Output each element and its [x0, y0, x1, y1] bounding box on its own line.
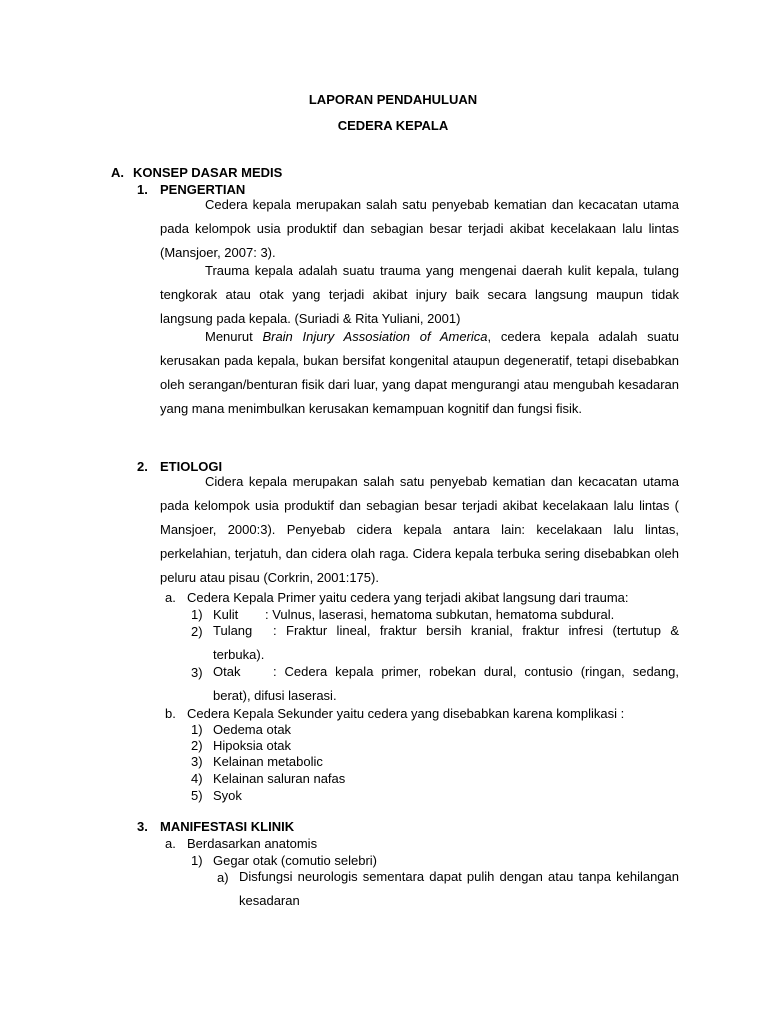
primary-item-3-marker: 3): [191, 665, 203, 680]
section-a-heading: [111, 165, 282, 180]
primary-item-1-marker: 1): [191, 607, 203, 622]
secondary-item-3: Kelainan metabolic: [213, 754, 323, 769]
paragraph-3-rest: , cedera kepala adalah suatu kerusakan pada kepala, bukan bersifat kongenital ataupun degeneratif, tetapi disebabkan oleh serangan/benturan fisik dari luar, yang dapat mengurangi atau mengubah kesadaran yang mana menimbulkan kerusakan kemampuan kognitif dan fungsi fisik.: [160, 329, 679, 416]
paragraph-3-lead: Menurut: [205, 329, 263, 344]
primary-item-1-label: Kulit: [213, 607, 239, 622]
primary-item-3-label: Otak: [213, 664, 241, 679]
secondary-item-1-marker: 1): [191, 722, 203, 737]
primary-item-2-label: Tulang: [213, 623, 253, 638]
section-3-heading: [137, 819, 294, 834]
document-title: LAPORAN PENDAHULUAN: [308, 92, 478, 107]
secondary-item-5-marker: 5): [191, 788, 203, 803]
manifest-item-1-marker: 1): [191, 853, 203, 868]
list-a-marker: a.: [165, 590, 176, 605]
secondary-item-2-marker: 2): [191, 738, 203, 753]
list-a-text: Cedera Kepala Primer yaitu cedera yang terjadi akibat langsung dari trauma:: [187, 590, 629, 605]
manifest-sub-a-text: Disfungsi neurologis sementara dapat pulih dengan atau tanpa kehilangan kesadaran: [239, 869, 679, 908]
section-1-marker: 1.: [137, 182, 148, 197]
secondary-item-5: Syok: [213, 788, 242, 803]
list-b-marker: b.: [165, 706, 176, 721]
section-2-title: ETIOLOGI: [160, 459, 223, 474]
primary-item-2-text: : Fraktur lineal, fraktur bersih kranial, fraktur infresi (tertutup & terbuka).: [213, 623, 679, 662]
secondary-item-4: Kelainan saluran nafas: [213, 771, 346, 786]
manifest-sub-a-marker: a): [217, 870, 229, 885]
primary-item-3: [213, 660, 679, 708]
secondary-item-4-marker: 4): [191, 771, 203, 786]
primary-item-1-text: : Vulnus, laserasi, hematoma subkutan, hematoma subdural.: [265, 607, 615, 622]
primary-item-2-marker: 2): [191, 624, 203, 639]
section-3-title: MANIFESTASI KLINIK: [160, 819, 295, 834]
section-3-marker: 3.: [137, 819, 148, 834]
section-a-title: KONSEP DASAR MEDIS: [133, 165, 283, 180]
secondary-item-1: Oedema otak: [213, 722, 292, 737]
secondary-item-2: Hipoksia otak: [213, 738, 292, 753]
manifest-a-text: Berdasarkan anatomis: [187, 836, 318, 851]
pengertian-paragraph-2: Trauma kepala adalah suatu trauma yang mengenai daerah kulit kepala, tulang tengkorak atau otak yang terjadi akibat injury baik secara langsung maupun tidak langsung pada kepala. (Suriadi & Rita Yuliani, 2001): [160, 263, 679, 326]
etiologi-paragraph: Cidera kepala merupakan salah satu penyebab kematian dan kecacatan utama pada kelompok usia produktif dan sebagian besar terjadi akibat kecelakaan lalu lintas ( Mansjoer, 2000:3). Penyebab cidera kepala antara lain: kecelakaan lalu lintas, perkelahian, terjatuh, dan cidera olah raga. Cidera kepala terbuka sering disebabkan oleh peluru atau pisau (Corkrin, 2001:175).: [160, 474, 679, 585]
paragraph-3-italic-org: Brain Injury Assosiation of America: [262, 329, 488, 344]
document-subtitle: CEDERA KEPALA: [337, 118, 449, 133]
list-b-text: Cedera Kepala Sekunder yaitu cedera yang disebabkan karena komplikasi :: [187, 706, 625, 721]
section-2-marker: 2.: [137, 459, 148, 474]
pengertian-paragraph-1: Cedera kepala merupakan salah satu penyebab kematian dan kecacatan utama pada kelompok usia produktif dan sebagian besar terjadi akibat kecelakaan lalu lintas (Mansjoer, 2007: 3).: [160, 197, 679, 260]
pengertian-paragraph-3: [160, 325, 679, 421]
manifest-item-1-text: Gegar otak (comutio selebri): [213, 853, 378, 868]
secondary-item-3-marker: 3): [191, 754, 203, 769]
section-1-title: PENGERTIAN: [160, 182, 246, 197]
section-a-marker: A.: [111, 165, 124, 180]
manifest-a-marker: a.: [165, 836, 176, 851]
primary-item-3-text: : Cedera kepala primer, robekan dural, contusio (ringan, sedang, berat), difusi laserasi.: [213, 664, 679, 703]
